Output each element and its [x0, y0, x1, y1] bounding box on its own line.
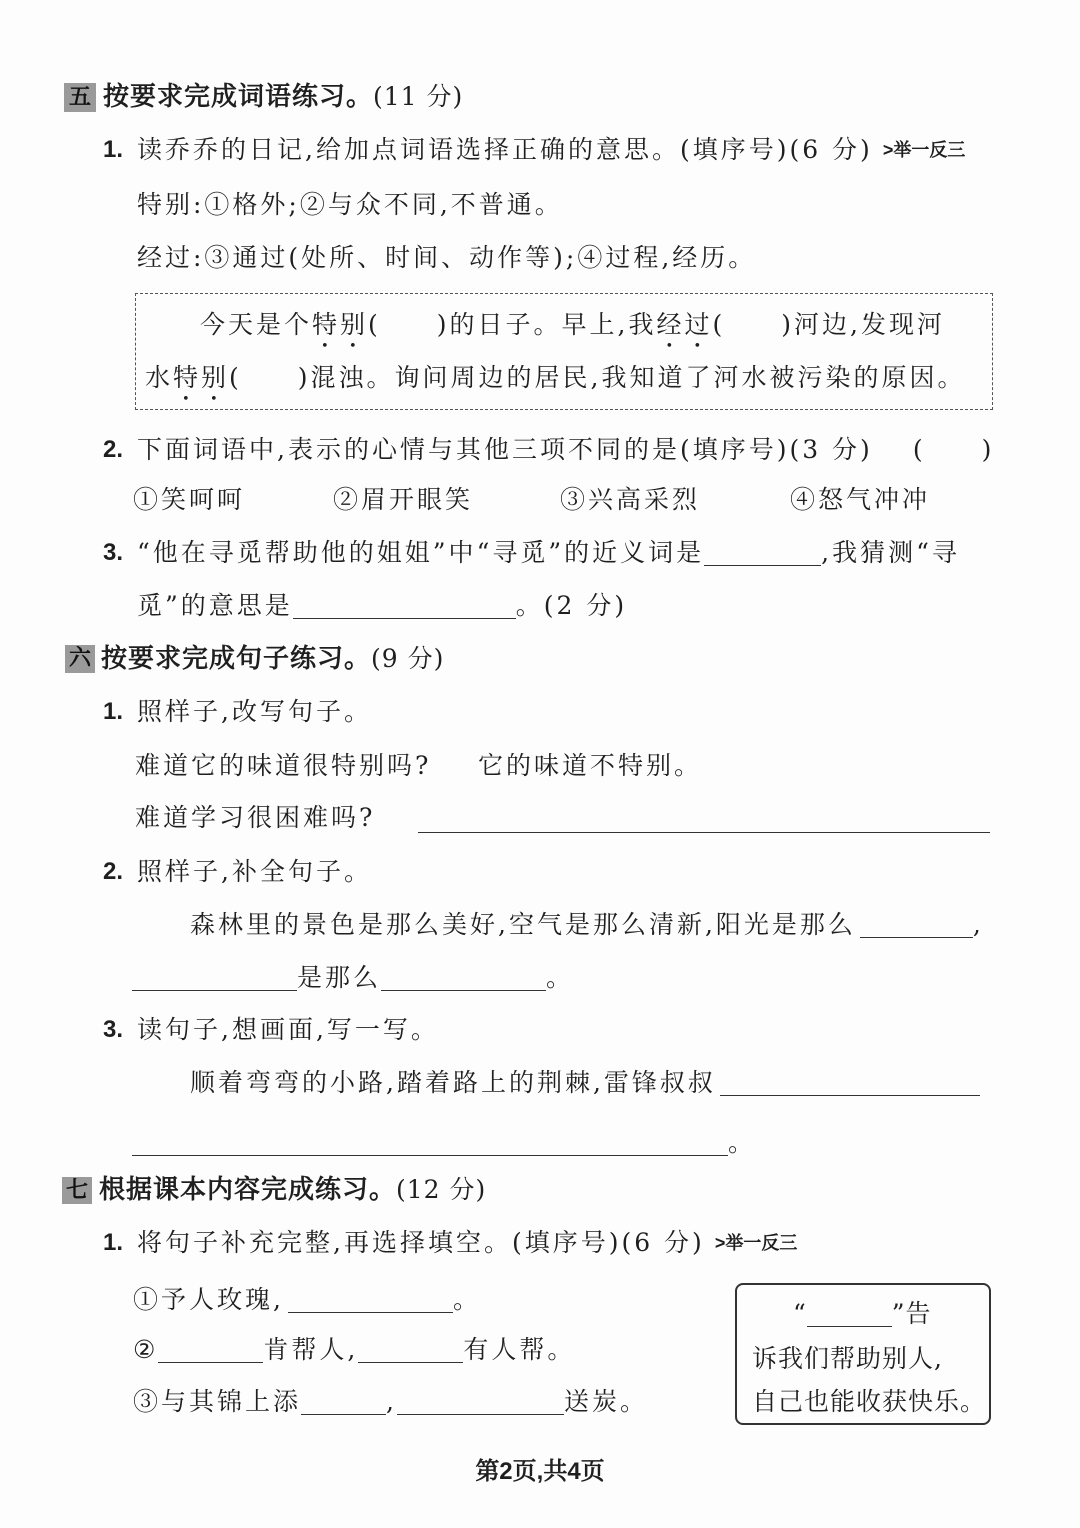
diary-line: [145, 360, 966, 396]
item-text: 。: [452, 1285, 481, 1314]
diary-text: 今天是个: [200, 310, 313, 339]
section-title: 根据课本内容完成练习。: [99, 1175, 397, 1205]
answer-parentheses: ( ): [229, 363, 311, 392]
answer-blank: [132, 990, 297, 991]
prompt-text: 。(2 分): [515, 591, 628, 620]
box-line: 自己也能收获快乐。: [752, 1387, 987, 1416]
answer-blank: [293, 618, 516, 619]
question-prompt: 照样子,改写句子。: [137, 697, 372, 726]
option-1: ①笑呵呵: [133, 485, 246, 514]
section-number-badge: 六: [65, 645, 95, 673]
sentence-line: [132, 1125, 756, 1161]
answer-blank: [860, 937, 973, 938]
answer-blank: [704, 565, 821, 566]
question-number: 1.: [103, 1229, 124, 1256]
question-prompt: 读句子,想画面,写一写。: [137, 1015, 439, 1044]
question-prompt: [137, 1225, 797, 1261]
section-header: [103, 79, 463, 115]
prompt-text: 觅”的意思是: [137, 591, 293, 620]
practice-tag: >举一反三: [714, 1233, 798, 1253]
example-answer: 它的味道不特别。: [478, 751, 703, 780]
option-3: ③兴高采烈: [560, 485, 701, 514]
definition-line: 经过:③通过(处所、时间、动作等);④过程,经历。: [137, 243, 757, 272]
box-text: “: [793, 1299, 807, 1328]
practice-sentence: 难道学习很困难吗?: [135, 803, 376, 832]
sentence-text: 森林里的景色是那么美好,空气是那么清新,阳光是那么: [190, 910, 856, 939]
answer-blank: [158, 1362, 263, 1363]
prompt-text: “他在寻觅帮助他的姐姐”中“寻觅”的近义词是: [137, 538, 705, 567]
question-prompt: [137, 588, 627, 624]
section-score: (11 分): [373, 82, 464, 111]
practice-tag: >举一反三: [882, 140, 966, 160]
sentence-text: 。: [546, 963, 575, 992]
diary-text: 河边,发现河: [794, 310, 945, 339]
section-header: [101, 641, 444, 677]
item-text: ③与其锦上添: [133, 1387, 302, 1416]
answer-blank: [720, 1095, 980, 1096]
prompt-text: ,我猜测“寻: [821, 538, 960, 567]
answer-blank: [807, 1326, 892, 1327]
answer-parentheses: ( ): [368, 310, 450, 339]
prompt-text: 读乔乔的日记,给加点词语选择正确的意思。(填序号)(6 分): [137, 135, 873, 164]
item-text: ②: [133, 1335, 159, 1364]
item-text: 送炭。: [563, 1387, 648, 1416]
answer-box: [735, 1283, 991, 1425]
sentence-text: ,: [972, 910, 984, 939]
question-number: 1.: [103, 698, 124, 725]
question-prompt: [137, 535, 960, 571]
box-line: 诉我们帮助别人,: [752, 1344, 943, 1373]
diary-text: 混浊。询问周边的居民,我知道了河水被污染的原因。: [310, 363, 966, 392]
answer-blank: [132, 1155, 728, 1156]
question-prompt: [137, 432, 994, 468]
item-text: 肯帮人,: [263, 1335, 359, 1364]
answer-blank: [301, 1414, 386, 1415]
item-text: ①予人玫瑰,: [133, 1285, 284, 1314]
question-prompt: 照样子,补全句子。: [137, 857, 372, 886]
answer-blank: [397, 1414, 564, 1415]
box-line: [793, 1296, 932, 1332]
section-title: 按要求完成句子练习。: [101, 644, 372, 674]
question-number: 1.: [103, 136, 124, 163]
item-text: ,: [386, 1387, 397, 1416]
answer-blank: [418, 832, 990, 833]
box-text: ”告: [891, 1299, 932, 1328]
sentence-text: 。: [728, 1128, 757, 1157]
page-number: 第2页,共4页: [475, 1458, 605, 1485]
answer-blank: [358, 1362, 463, 1363]
section-number-badge: 七: [62, 1177, 92, 1204]
sentence-line: [190, 1065, 980, 1101]
section-title: 按要求完成词语练习。: [103, 82, 374, 112]
emphasized-word: 特别: [312, 310, 369, 339]
question-number: 2.: [103, 858, 124, 885]
question-number: 2.: [103, 436, 124, 463]
sentence-text: 顺着弯弯的小路,踏着路上的荆棘,雷锋叔叔: [190, 1068, 716, 1097]
fill-item-3: [133, 1384, 648, 1420]
answer-blank: [381, 990, 546, 991]
fill-item-1: [133, 1282, 481, 1318]
answer-parentheses: ( ): [912, 435, 995, 464]
emphasized-word: 特别: [173, 363, 230, 392]
section-header: [99, 1172, 486, 1208]
diary-text: 的日子。早上,我: [449, 310, 657, 339]
definition-line: 特别:①格外;②与众不同,不普通。: [137, 190, 563, 219]
prompt-text: 下面词语中,表示的心情与其他三项不同的是(填序号)(3 分): [137, 435, 873, 464]
item-text: 有人帮。: [463, 1335, 576, 1364]
sentence-text: 是那么: [297, 963, 382, 992]
emphasized-word: 经过: [656, 310, 713, 339]
question-number: 3.: [103, 1016, 124, 1043]
example-question: 难道它的味道很特别吗?: [135, 751, 432, 780]
sentence-line: [190, 907, 984, 943]
fill-item-2: [133, 1332, 575, 1368]
option-2: ②眉开眼笑: [333, 485, 474, 514]
section-number-badge: 五: [64, 83, 96, 112]
option-4: ④怒气冲冲: [790, 485, 931, 514]
prompt-text: 将句子补充完整,再选择填空。(填序号)(6 分): [137, 1228, 705, 1257]
answer-parentheses: ( ): [712, 310, 795, 339]
sentence-line: [132, 960, 574, 996]
section-score: (12 分): [396, 1175, 487, 1204]
answer-blank: [288, 1312, 453, 1313]
question-number: 3.: [103, 539, 124, 566]
section-score: (9 分): [371, 644, 445, 673]
diary-line: [200, 307, 945, 343]
question-prompt: [137, 132, 965, 168]
diary-text: 水: [145, 363, 174, 392]
